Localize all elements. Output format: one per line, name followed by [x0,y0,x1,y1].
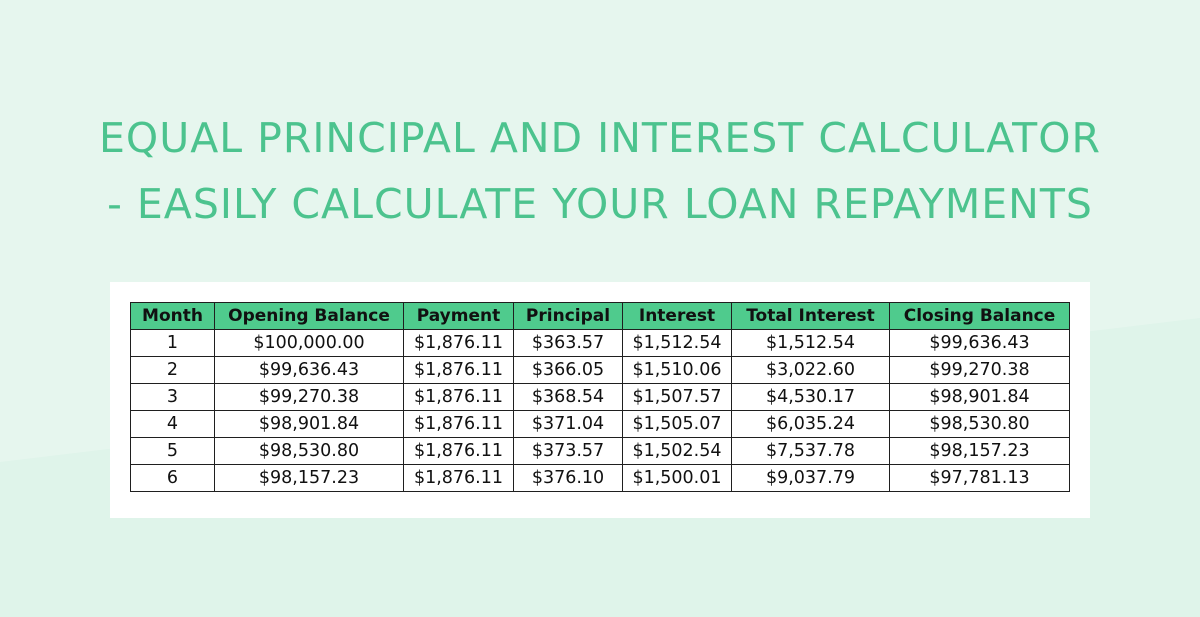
cell-total-interest: $7,537.78 [732,438,890,465]
cell-interest: $1,500.01 [623,465,732,492]
table-header [131,303,1070,330]
cell-month: 6 [131,465,215,492]
cell-closing-balance: $97,781.13 [890,465,1070,492]
cell-principal: $363.57 [514,330,623,357]
table-row [131,384,1070,411]
table-row [131,357,1070,384]
header-month: Month [131,303,215,330]
cell-month: 1 [131,330,215,357]
cell-interest: $1,512.54 [623,330,732,357]
cell-closing-balance: $98,157.23 [890,438,1070,465]
cell-total-interest: $6,035.24 [732,411,890,438]
cell-principal: $371.04 [514,411,623,438]
cell-interest: $1,507.57 [623,384,732,411]
cell-principal: $376.10 [514,465,623,492]
cell-payment: $1,876.11 [404,330,514,357]
cell-closing-balance: $99,636.43 [890,330,1070,357]
table-body [131,330,1070,492]
table-row [131,465,1070,492]
header-total-interest: Total Interest [732,303,890,330]
table-row [131,438,1070,465]
cell-closing-balance: $99,270.38 [890,357,1070,384]
cell-payment: $1,876.11 [404,465,514,492]
cell-payment: $1,876.11 [404,384,514,411]
cell-total-interest: $3,022.60 [732,357,890,384]
table-row [131,411,1070,438]
cell-total-interest: $1,512.54 [732,330,890,357]
cell-payment: $1,876.11 [404,357,514,384]
cell-opening-balance: $98,157.23 [215,465,404,492]
cell-total-interest: $4,530.17 [732,384,890,411]
header-principal: Principal [514,303,623,330]
cell-interest: $1,505.07 [623,411,732,438]
cell-payment: $1,876.11 [404,438,514,465]
cell-closing-balance: $98,901.84 [890,384,1070,411]
table-row [131,330,1070,357]
header-payment: Payment [404,303,514,330]
page-title-line-2: - EASILY CALCULATE YOUR LOAN REPAYMENTS [107,180,1093,228]
cell-month: 4 [131,411,215,438]
cell-total-interest: $9,037.79 [732,465,890,492]
cell-opening-balance: $99,636.43 [215,357,404,384]
cell-payment: $1,876.11 [404,411,514,438]
table-card [110,282,1090,518]
cell-opening-balance: $100,000.00 [215,330,404,357]
cell-closing-balance: $98,530.80 [890,411,1070,438]
header-row [131,303,1070,330]
cell-month: 3 [131,384,215,411]
cell-opening-balance: $98,530.80 [215,438,404,465]
cell-month: 2 [131,357,215,384]
header-closing-balance: Closing Balance [890,303,1070,330]
cell-month: 5 [131,438,215,465]
cell-principal: $368.54 [514,384,623,411]
page-title-line-1: EQUAL PRINCIPAL AND INTEREST CALCULATOR [99,114,1101,162]
header-interest: Interest [623,303,732,330]
loan-repayment-table [130,302,1070,492]
cell-opening-balance: $99,270.38 [215,384,404,411]
cell-interest: $1,502.54 [623,438,732,465]
header-opening-balance: Opening Balance [215,303,404,330]
cell-opening-balance: $98,901.84 [215,411,404,438]
cell-principal: $366.05 [514,357,623,384]
cell-principal: $373.57 [514,438,623,465]
cell-interest: $1,510.06 [623,357,732,384]
